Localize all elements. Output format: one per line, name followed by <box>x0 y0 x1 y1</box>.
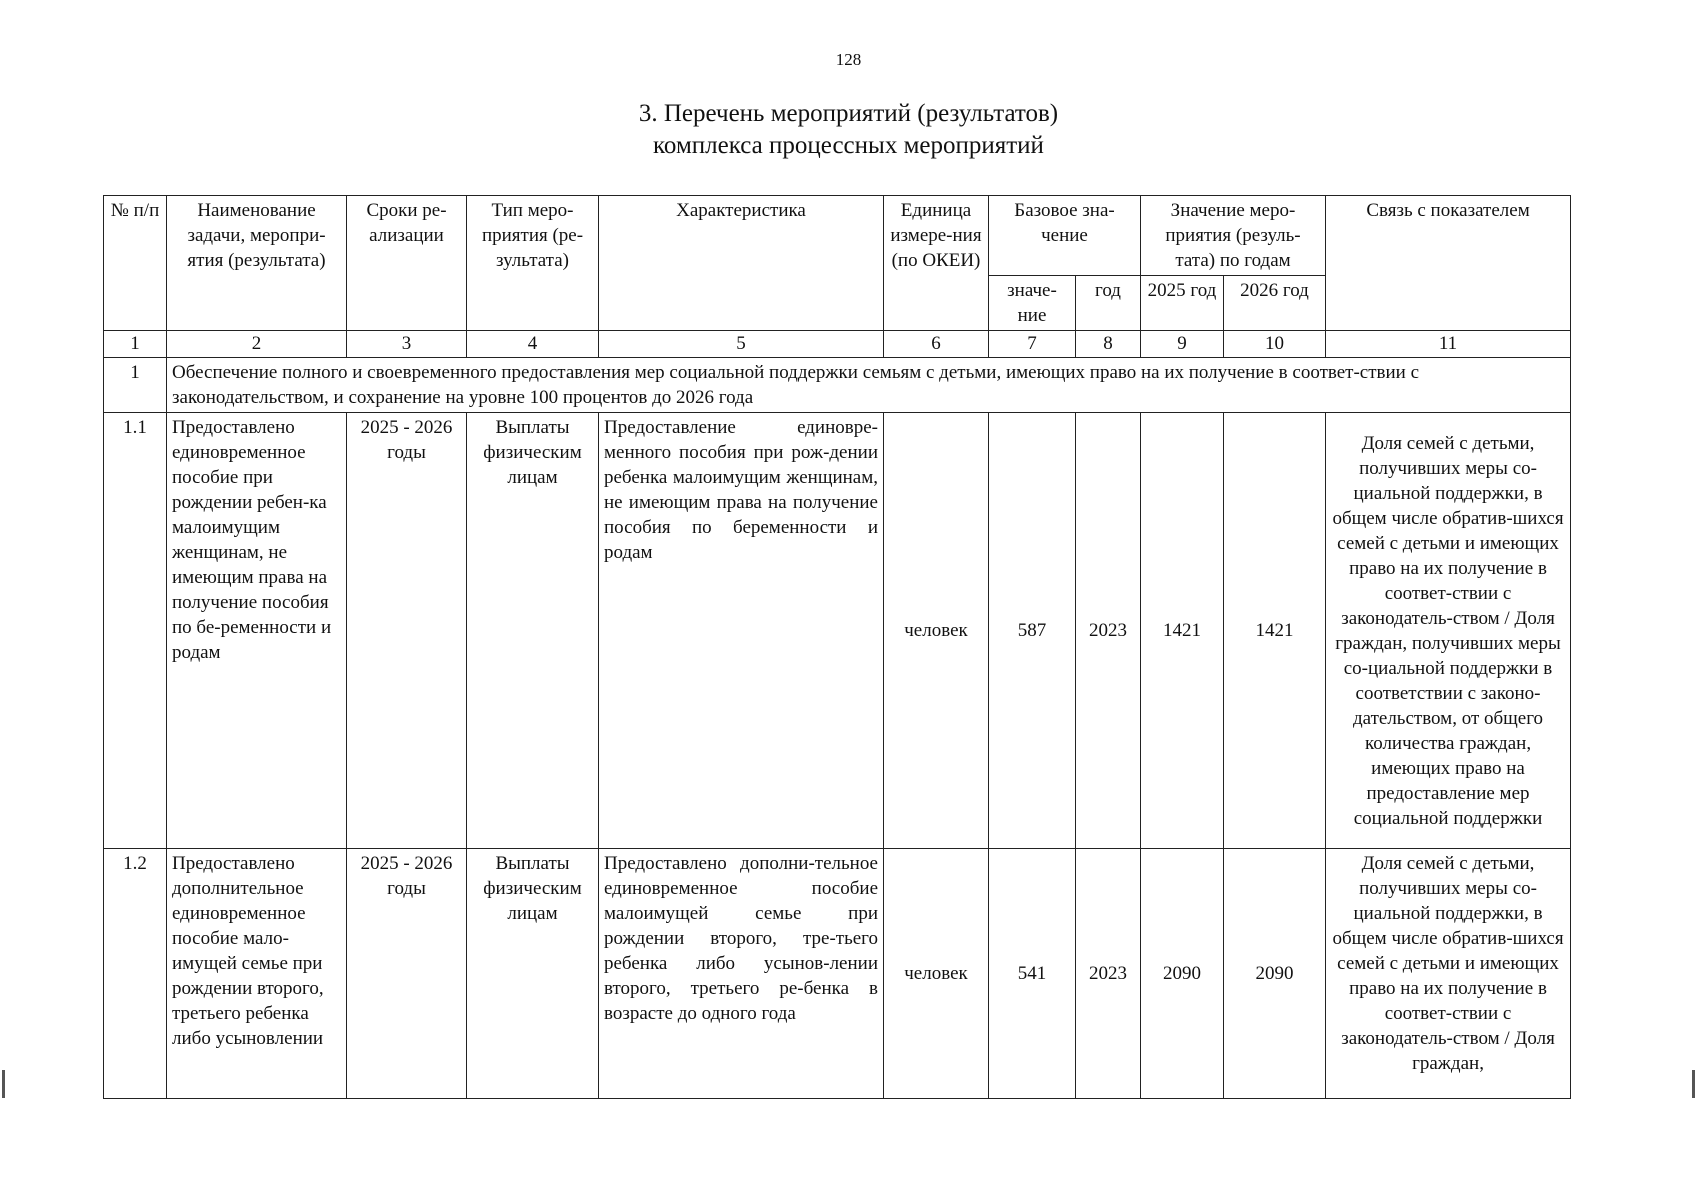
header-base-value: значе-ние <box>989 276 1076 331</box>
row-period: 2025 - 2026 годы <box>347 413 467 849</box>
row-value-2025: 1421 <box>1141 413 1224 849</box>
header-type: Тип меро-приятия (ре-зультата) <box>467 196 599 331</box>
column-number: 6 <box>884 331 989 358</box>
column-number: 8 <box>1076 331 1141 358</box>
header-year-2026: 2026 год <box>1224 276 1326 331</box>
row-value-2026: 1421 <box>1224 413 1326 849</box>
row-type: Выплаты физическим лицам <box>467 413 599 849</box>
title-line-2: комплекса процессных мероприятий <box>653 132 1044 159</box>
row-period: 2025 - 2026 годы <box>347 849 467 1099</box>
row-characteristic: Предоставление единовре-менного пособия при рож-дении ребенка малоимущим женщинам, не имеющим права на получение пособия по беременности и родам <box>599 413 884 849</box>
header-link: Связь с показателем <box>1326 196 1571 331</box>
header-base-year: год <box>1076 276 1141 331</box>
header-num: № п/п <box>104 196 167 331</box>
row-characteristic: Предоставлено дополни-тельное единовременное пособие малоимущей семье при рождении второго, тре-тьего ребенка либо усынов-лении второго, третьего ре-бенка в возрасте до одного года <box>599 849 884 1099</box>
row-value-2025: 2090 <box>1141 849 1224 1099</box>
row-num: 1.1 <box>104 413 167 849</box>
header-year-2025: 2025 год <box>1141 276 1224 331</box>
row-value-2026: 2090 <box>1224 849 1326 1099</box>
column-number: 9 <box>1141 331 1224 358</box>
document-title <box>0 98 1697 162</box>
row-task: Предоставлено единовременное пособие при рождении ребен-ка малоимущим женщинам, не имеющим права на получение пособия по бе-ременности и родам <box>167 413 347 849</box>
row-num: 1.2 <box>104 849 167 1099</box>
column-number: 7 <box>989 331 1076 358</box>
title-line-1: 3. Перечень мероприятий (результатов) <box>638 100 1059 127</box>
table-row <box>104 413 1571 849</box>
row-base-value: 587 <box>989 413 1076 849</box>
row-link: Доля семей с детьми, получивших меры со-циальной поддержки, в общем числе обратив-шихся семей с детьми и имеющих право на их получение в соответ-ствии с законодатель-ством / Доля граждан, получивших меры со-циальной поддержки в соответствии с законо-дательством, от общего количества граждан, имеющих право на предоставление мер социальной поддержки <box>1326 413 1571 849</box>
column-number: 11 <box>1326 331 1571 358</box>
column-number: 10 <box>1224 331 1326 358</box>
row-task: Предоставлено дополнительное единовременное пособие мало-имущей семье при рождении второго, третьего ребенка либо усыновлении <box>167 849 347 1099</box>
page-number: 128 <box>835 50 862 69</box>
row-base-year: 2023 <box>1076 413 1141 849</box>
row-unit: человек <box>884 849 989 1099</box>
right-edge-mark <box>1692 1070 1695 1098</box>
header-task: Наименование задачи, меропри-ятия (результата) <box>167 196 347 331</box>
header-value-by-years: Значение меро-приятия (резуль-тата) по годам <box>1141 196 1326 276</box>
header-base: Базовое зна-чение <box>989 196 1141 276</box>
column-number: 5 <box>599 331 884 358</box>
section-text: Обеспечение полного и своевременного предоставления мер социальной поддержки семьям с детьми, имеющих право на их получение в соответ-ствии с законодательством, и сохранение на уровне 100 процентов до 2026 года <box>167 358 1571 413</box>
header-unit: Единица измере-ния (по ОКЕИ) <box>884 196 989 331</box>
table-row <box>104 849 1571 1099</box>
row-unit: человек <box>884 413 989 849</box>
column-number: 2 <box>167 331 347 358</box>
column-number: 3 <box>347 331 467 358</box>
header-period: Сроки ре-ализации <box>347 196 467 331</box>
row-base-year: 2023 <box>1076 849 1141 1099</box>
column-number: 1 <box>104 331 167 358</box>
section-num: 1 <box>104 358 167 413</box>
activities-table <box>103 195 1571 1099</box>
row-link: Доля семей с детьми, получивших меры со-циальной поддержки, в общем числе обратив-шихся семей с детьми и имеющих право на их получение в соответ-ствии с законодатель-ством / Доля граждан, <box>1326 849 1571 1099</box>
column-number: 4 <box>467 331 599 358</box>
row-base-value: 541 <box>989 849 1076 1099</box>
row-type: Выплаты физическим лицам <box>467 849 599 1099</box>
header-characteristic: Характеристика <box>599 196 884 331</box>
section-row <box>104 358 1571 413</box>
left-edge-mark <box>2 1070 5 1098</box>
